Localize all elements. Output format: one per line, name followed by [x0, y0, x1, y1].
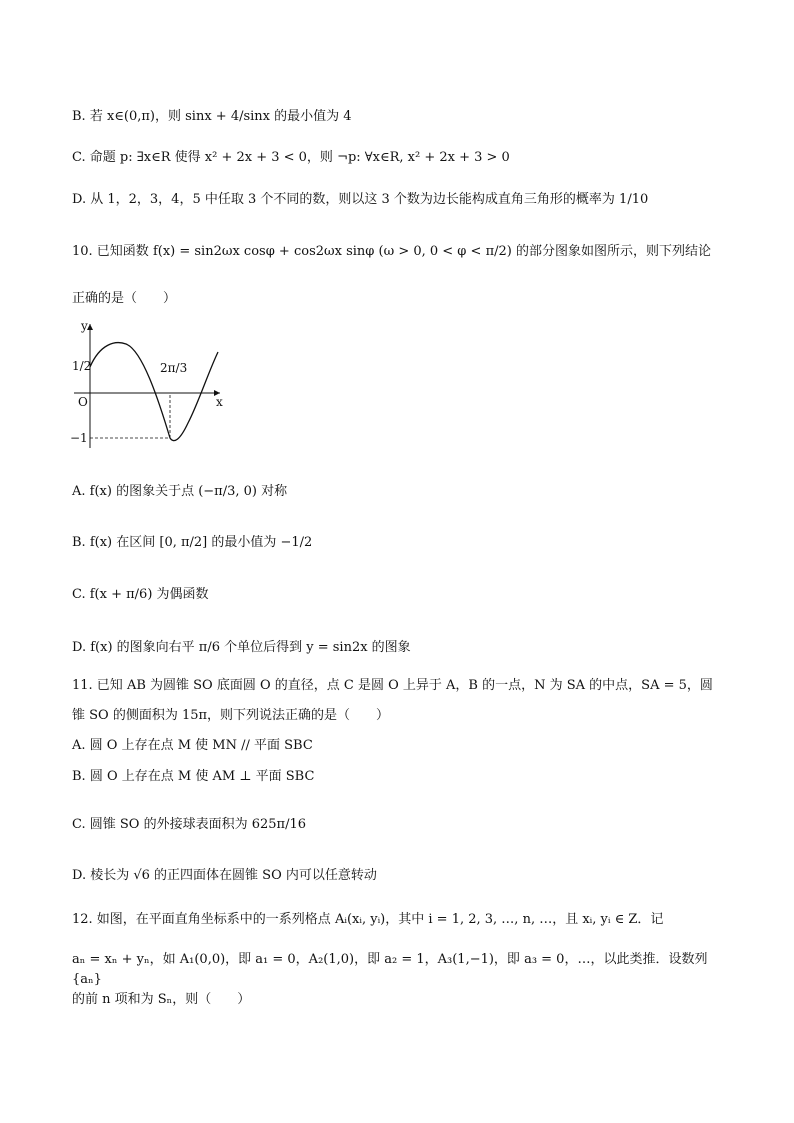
- q9-option-b: B. 若 x∈(0,π)，则 sinx + 4/sinx 的最小值为 4: [72, 109, 352, 124]
- tick-x-label: 2π/3: [160, 361, 188, 375]
- q12-line2: aₙ = xₙ + yₙ，如 A₁(0,0)，即 a₁ = 0，A₂(1,0)，即 a₂ = 1，A₃(1,−1)，即 a₃ = 0，…，以此类推．设数列{aₙ}: [72, 952, 708, 987]
- q11-option-b: B. 圆 O 上存在点 M 使 AM ⊥ 平面 SBC: [72, 769, 315, 784]
- q11-option-a: A. 圆 O 上存在点 M 使 MN // 平面 SBC: [72, 738, 313, 753]
- q10-stem: 10. 已知函数 f(x) = sin2ωx cosφ + cos2ωx sinφ (ω > 0, 0 < φ < π/2) 的部分图象如图所示，则下列结论: [72, 244, 711, 259]
- q9-option-d: D. 从 1，2，3，4，5 中任取 3 个不同的数，则以这 3 个数为边长能构成直角三角形的概率为 1/10: [72, 192, 649, 207]
- q10-function-graph: [70, 318, 230, 458]
- q9-option-c: C. 命题 p: ∃x∈R 使得 x² + 2x + 3 < 0，则 ¬p: ∀x∈R, x² + 2x + 3 > 0: [72, 150, 510, 165]
- q11-stem-cont: 锥 SO 的侧面积为 15π，则下列说法正确的是（ ）: [72, 708, 390, 723]
- q10-option-a: A. f(x) 的图象关于点 (−π/3, 0) 对称: [72, 484, 288, 499]
- q10-option-d: D. f(x) 的图象向右平 π/6 个单位后得到 y = sin2x 的图象: [72, 640, 411, 655]
- q10-option-b: B. f(x) 在区间 [0, π/2] 的最小值为 −1/2: [72, 535, 313, 550]
- q11-stem: 11. 已知 AB 为圆锥 SO 底面圆 O 的直径，点 C 是圆 O 上异于 A，B 的一点，N 为 SA 的中点，SA = 5，圆: [72, 678, 713, 693]
- q11-option-d: D. 棱长为 √6 的正四面体在圆锥 SO 内可以任意转动: [72, 868, 377, 883]
- sine-curve: [90, 343, 218, 441]
- y-axis-label: y: [81, 319, 88, 333]
- tick-minus-one-label: −1: [70, 431, 88, 445]
- q11-option-c: C. 圆锥 SO 的外接球表面积为 625π/16: [72, 817, 306, 832]
- q10-option-c: C. f(x + π/6) 为偶函数: [72, 587, 209, 602]
- origin-label: O: [78, 395, 88, 409]
- tick-half-label: 1/2: [72, 359, 92, 373]
- y-axis-arrow: [87, 324, 93, 330]
- q12-line3: 的前 n 项和为 Sₙ，则（ ）: [72, 992, 251, 1007]
- q10-stem-cont: 正确的是（ ）: [72, 291, 177, 306]
- q12-line1: 12. 如图，在平面直角坐标系中的一系列格点 Aᵢ(xᵢ, yᵢ)，其中 i = 1, 2, 3, …, n, …，且 xᵢ, yᵢ ∈ Z．记: [72, 912, 664, 927]
- x-axis-label: x: [216, 395, 223, 409]
